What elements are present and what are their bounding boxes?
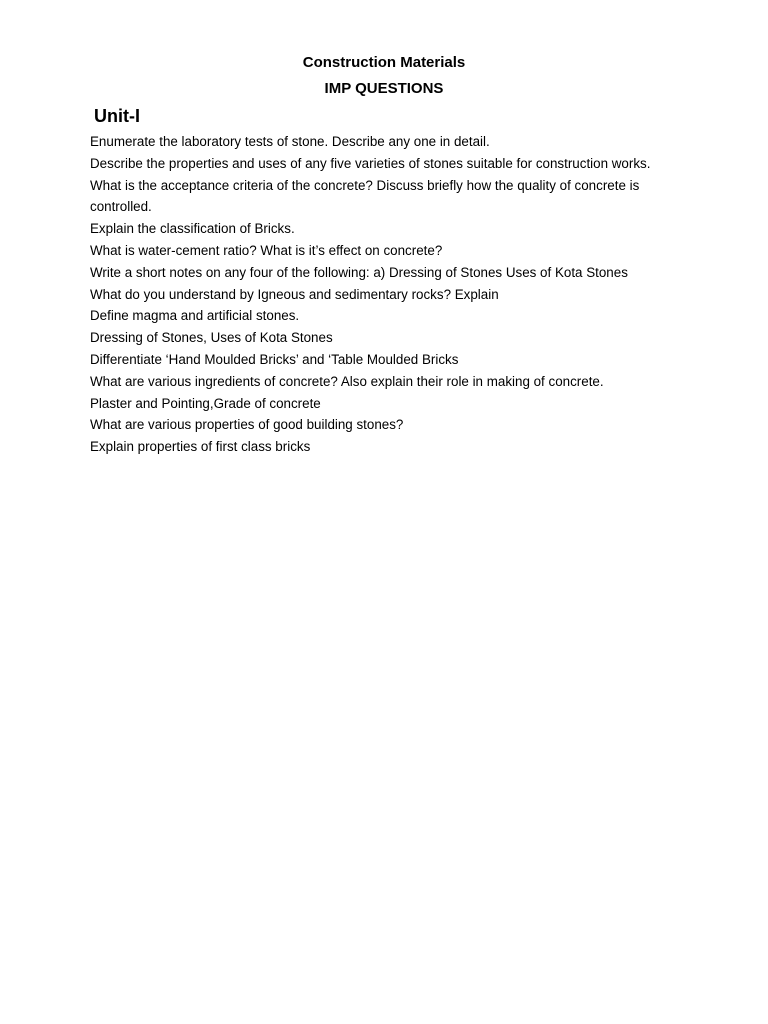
question-item: Explain properties of first class bricks [90, 439, 311, 455]
question-item: Describe the properties and uses of any five varieties of stones suitable for construction works. [90, 155, 651, 171]
document-subtitle: IMP QUESTIONS [324, 80, 444, 97]
question-item: What do you understand by Igneous and sedimentary rocks? Explain [90, 286, 499, 302]
question-item: Enumerate the laboratory tests of stone. Describe any one in detail. [90, 134, 490, 149]
question-item: What are various properties of good building stones? [90, 417, 404, 433]
question-item: Write a short notes on any four of the following: a) Dressing of Stones Uses of Kota Stones [90, 264, 628, 280]
question-item: Dressing of Stones, Uses of Kota Stones [90, 330, 333, 346]
question-item: What is the acceptance criteria of the concrete? Discuss briefly how the quality of concrete is controlled. [90, 177, 640, 215]
question-item: Explain the classification of Bricks. [90, 221, 295, 237]
question-item: Plaster and Pointing,Grade of concrete [90, 395, 321, 411]
question-item: Define magma and artificial stones. [90, 308, 300, 324]
question-list [90, 131, 690, 458]
question-item: Differentiate ‘Hand Moulded Bricks’ and ‘Table Moulded Bricks [90, 351, 459, 367]
unit-heading: Unit-I [94, 106, 140, 126]
document-title: Construction Materials [302, 54, 466, 71]
question-item: What is water-cement ratio? What is it’s effect on concrete? [90, 242, 443, 258]
question-item: What are various ingredients of concrete? Also explain their role in making of concrete. [90, 373, 604, 389]
